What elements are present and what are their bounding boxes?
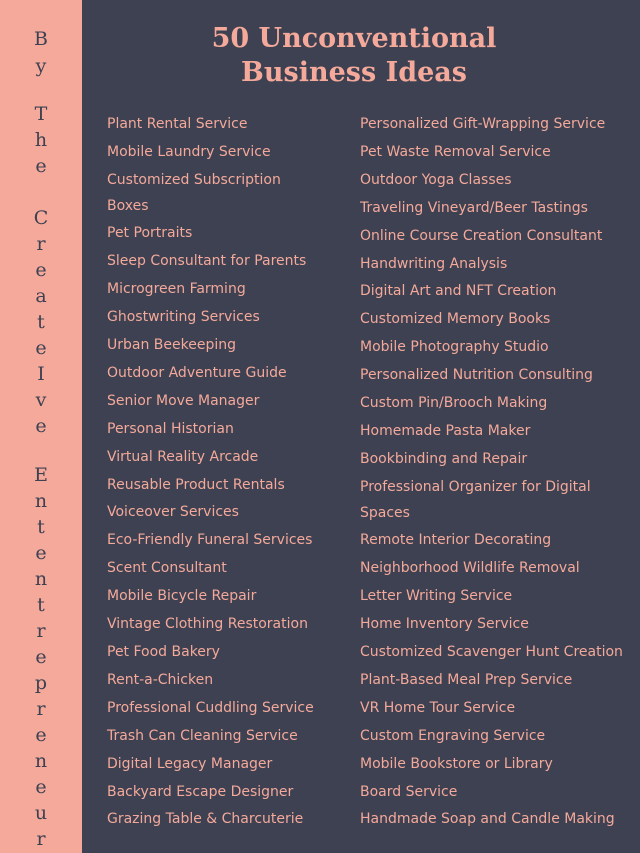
list-item: Traveling Vineyard/Beer Tastings xyxy=(360,199,588,216)
list-item: Vintage Clothing Restoration xyxy=(107,616,308,633)
list-item: Senior Move Manager xyxy=(107,392,260,409)
list-item: Handmade Soap and Candle Making xyxy=(360,811,615,828)
list-item: Remote Interior Decorating xyxy=(360,532,552,549)
list-item: Digital Legacy Manager xyxy=(107,755,273,772)
brand-letter: n xyxy=(34,490,48,512)
list-item: Handwriting Analysis xyxy=(360,255,508,272)
brand-letter: t xyxy=(37,311,45,333)
brand-letter: e xyxy=(35,337,47,359)
brand-letter: r xyxy=(36,620,46,642)
list-item: VR Home Tour Service xyxy=(360,699,516,716)
brand-letter: a xyxy=(35,285,47,307)
list-item: Home Inventory Service xyxy=(360,616,529,633)
vertical-brand-strip xyxy=(0,0,82,853)
list-item: Custom Engraving Service xyxy=(360,727,546,744)
list-item: Mobile Photography Studio xyxy=(360,339,549,356)
brand-letter: e xyxy=(35,259,47,281)
list-item: Customized Subscription Boxes xyxy=(107,171,281,214)
brand-letter: e xyxy=(35,776,47,798)
brand-letter: t xyxy=(37,516,45,538)
brand-letter: r xyxy=(36,828,46,850)
list-item: Customized Scavenger Hunt Creation xyxy=(360,644,623,660)
brand-letter: h xyxy=(34,129,48,151)
brand-letter: y xyxy=(35,55,47,77)
list-item: Pet Food Bakery xyxy=(107,644,220,660)
list-item: Homemade Pasta Maker xyxy=(360,422,531,439)
brand-letter: p xyxy=(34,672,48,694)
list-item: Customized Memory Books xyxy=(360,311,551,328)
ideas-list-left xyxy=(107,111,347,834)
brand-letter: e xyxy=(35,542,47,564)
list-item: Bookbinding and Repair xyxy=(360,450,528,467)
page-title xyxy=(82,22,626,90)
brand-letter: e xyxy=(35,155,47,177)
list-item: Sleep Consultant for Parents xyxy=(107,253,307,270)
list-item: Professional Organizer for Digital Spaces xyxy=(360,478,591,521)
brand-letter: E xyxy=(34,464,48,486)
list-item: Voiceover Services xyxy=(107,504,239,521)
list-item: Plant-Based Meal Prep Service xyxy=(360,671,573,688)
list-item: Letter Writing Service xyxy=(360,588,513,605)
title-line-2: Business Ideas xyxy=(241,57,467,88)
brand-letter: r xyxy=(36,233,46,255)
list-item: Outdoor Adventure Guide xyxy=(107,364,287,381)
list-item: Urban Beekeeping xyxy=(107,337,236,354)
list-item: Professional Cuddling Service xyxy=(107,699,314,716)
list-item: Neighborhood Wildlife Removal xyxy=(360,560,580,577)
list-item: Personalized Nutrition Consulting xyxy=(360,367,593,384)
list-item: Pet Waste Removal Service xyxy=(360,143,551,160)
brand-letter: B xyxy=(34,28,48,50)
list-item: Custom Pin/Brooch Making xyxy=(360,395,548,412)
list-item: Mobile Bookstore or Library xyxy=(360,755,553,772)
list-item: Personalized Gift-Wrapping Service xyxy=(360,116,606,132)
brand-letter: r xyxy=(36,698,46,720)
brand-letter: t xyxy=(37,594,45,616)
list-item: Board Service xyxy=(360,783,458,800)
list-item: Backyard Escape Designer xyxy=(107,783,294,800)
list-item: Virtual Reality Arcade xyxy=(107,448,259,465)
list-item: Grazing Table & Charcuterie xyxy=(107,811,304,828)
list-item: Rent-a-Chicken xyxy=(107,671,214,688)
brand-letter: e xyxy=(35,724,47,746)
list-item: Mobile Laundry Service xyxy=(107,143,271,160)
list-item: Online Course Creation Consultant xyxy=(360,227,603,244)
list-item: Eco-Friendly Funeral Services xyxy=(107,532,313,549)
brand-letter: e xyxy=(35,646,47,668)
brand-letter: e xyxy=(35,415,47,437)
list-item: Mobile Bicycle Repair xyxy=(107,588,257,605)
brand-letter: u xyxy=(34,802,48,824)
ideas-list-right xyxy=(360,111,630,834)
brand-letter: I xyxy=(37,363,45,385)
brand-letter: n xyxy=(34,568,48,590)
title-line-1: 50 Unconventional xyxy=(211,23,497,54)
list-item: Personal Historian xyxy=(107,420,234,437)
list-item: Scent Consultant xyxy=(107,560,227,577)
list-item: Microgreen Farming xyxy=(107,281,246,298)
brand-letter: T xyxy=(34,103,48,125)
list-item: Reusable Product Rentals xyxy=(107,476,285,493)
list-item: Outdoor Yoga Classes xyxy=(360,171,512,188)
brand-letter: v xyxy=(35,389,47,411)
list-item: Digital Art and NFT Creation xyxy=(360,283,557,300)
list-item: Trash Can Cleaning Service xyxy=(107,727,298,744)
brand-letter: C xyxy=(33,207,49,229)
list-item: Pet Portraits xyxy=(107,225,193,242)
brand-letter: n xyxy=(34,750,48,772)
list-item: Plant Rental Service xyxy=(107,116,248,132)
list-item: Ghostwriting Services xyxy=(107,309,260,326)
